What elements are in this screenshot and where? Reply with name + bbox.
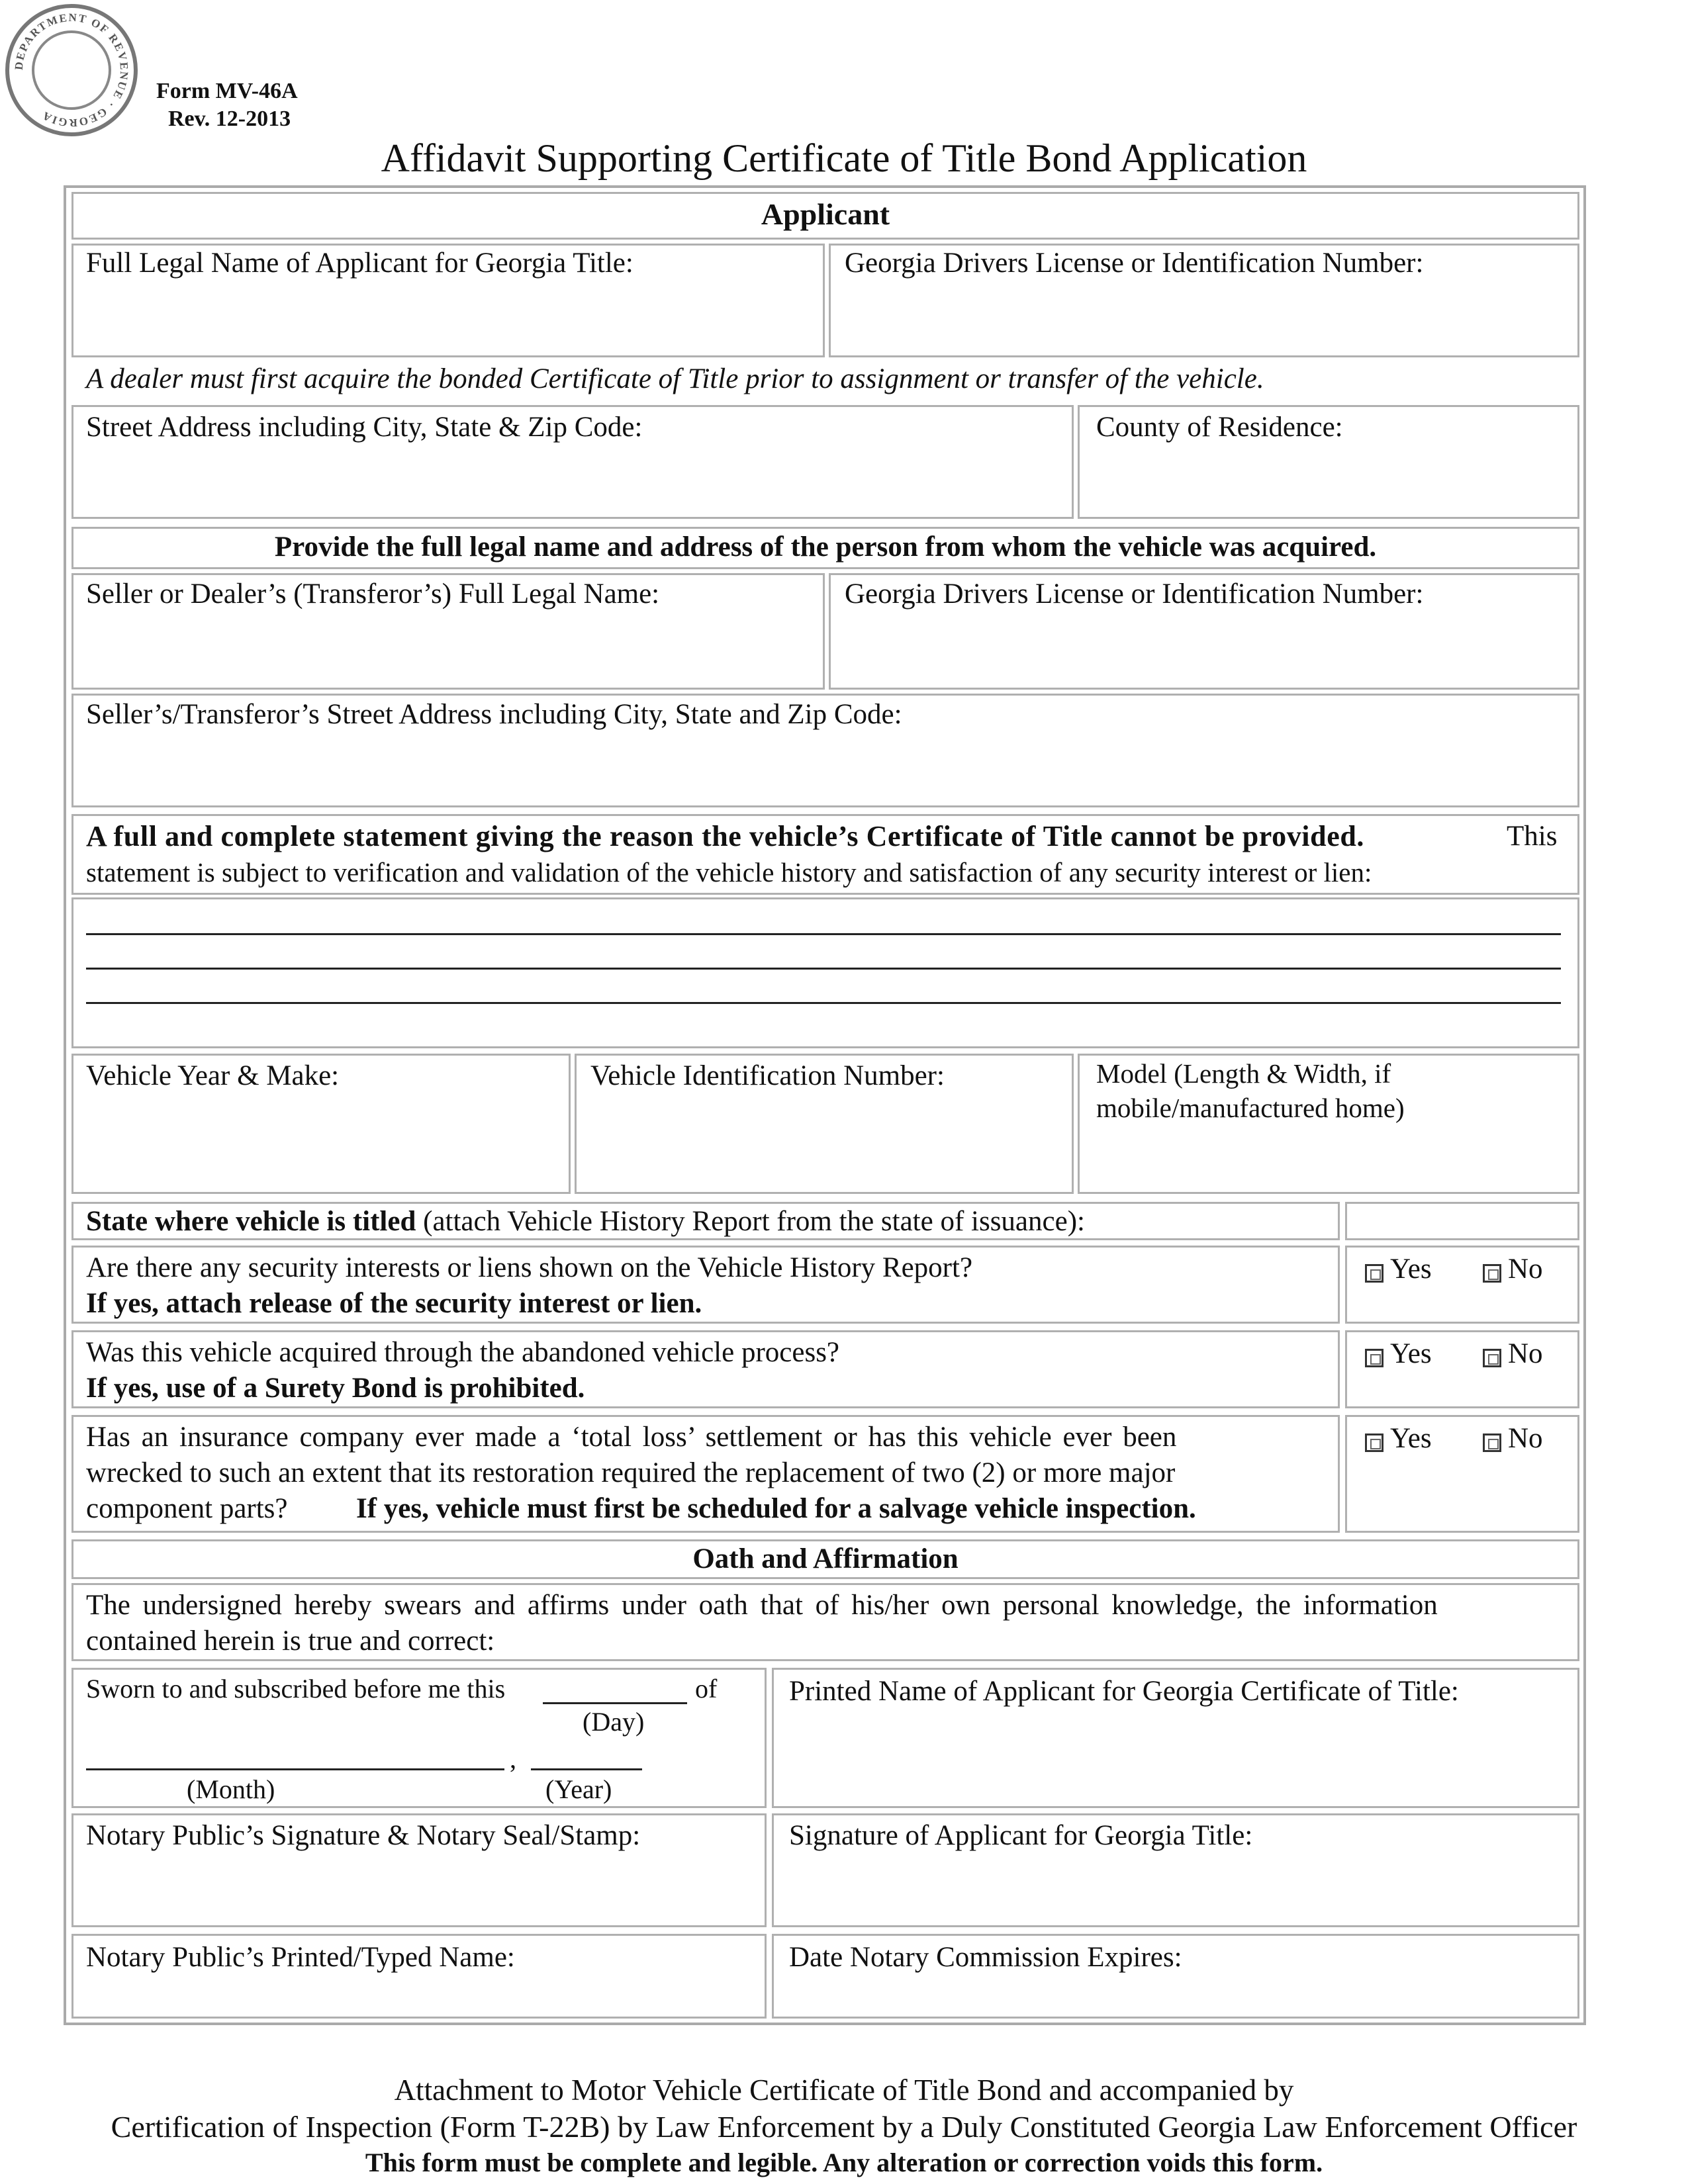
state-titled-label — [86, 1205, 1085, 1239]
q3-yes-checkbox[interactable] — [1365, 1433, 1383, 1452]
commission-expires-label: Date Notary Commission Expires: — [789, 1942, 1182, 1973]
q2-yes-checkbox[interactable] — [1365, 1349, 1383, 1367]
day-blank[interactable] — [543, 1702, 687, 1704]
oath-text-line2: contained herein is true and correct: — [86, 1625, 495, 1657]
sworn-text: Sworn to and subscribed before me this — [86, 1674, 506, 1704]
county-label: County of Residence: — [1096, 412, 1343, 443]
day-caption: (Day) — [583, 1707, 645, 1737]
dealer-note: A dealer must first acquire the bonded Certificate of Title prior to assignment or transfer of the vehicle. — [86, 363, 1264, 394]
footer-line3: This form must be complete and legible. Any alteration or correction voids this form. — [365, 2148, 1323, 2177]
q2-no-label: No — [1508, 1338, 1543, 1369]
oath-text-line1: The undersigned hereby swears and affirms under oath that of his/her own personal knowledge, the information — [86, 1590, 1438, 1621]
applicant-name-label: Full Legal Name of Applicant for Georgia Title: — [86, 248, 633, 279]
state-titled-bold: State where vehicle is titled — [86, 1206, 416, 1237]
q3-line1: Has an insurance company ever made a ‘total loss’ settlement or has this vehicle ever been — [86, 1422, 1177, 1453]
seller-name-label: Seller or Dealer’s (Transferor’s) Full Legal Name: — [86, 578, 660, 610]
q1-yes-checkbox[interactable] — [1365, 1264, 1383, 1283]
svg-text:DEPARTMENT OF REVENUE · GEORGI: DEPARTMENT OF REVENUE · GEORGIA — [12, 11, 131, 130]
form-number: Form MV-46A — [156, 79, 298, 103]
state-titled-rest: (attach Vehicle History Report from the state of issuance): — [423, 1206, 1085, 1237]
applicant-address-label: Street Address including City, State & Zip Code: — [86, 412, 643, 443]
model-label-line2: mobile/manufactured home) — [1096, 1093, 1405, 1123]
seller-heading: Provide the full legal name and address of the person from whom the vehicle was acquired. — [274, 531, 1377, 563]
sworn-of: of — [695, 1674, 718, 1704]
statement-instruction-this: This — [1507, 821, 1558, 852]
q2-yes-label: Yes — [1390, 1338, 1432, 1369]
model-label-line1: Model (Length & Width, if — [1096, 1058, 1391, 1089]
page-title: Affidavit Supporting Certificate of Title Bond Application — [381, 136, 1307, 180]
applicant-license-label: Georgia Drivers License or Identification Number: — [845, 248, 1424, 279]
q3-answer-cell — [1345, 1415, 1579, 1533]
q3-no-label: No — [1508, 1423, 1543, 1454]
year-caption: (Year) — [545, 1774, 612, 1804]
q3-line3-start: component parts? — [86, 1493, 288, 1524]
statement-instruction-bold: A full and complete statement giving the reason the vehicle’s Certificate of Title cannot be provided. — [86, 820, 1365, 852]
statement-line-3 — [86, 1002, 1561, 1004]
statement-field[interactable] — [71, 897, 1579, 1048]
q3-line2: wrecked to such an extent that its restoration required the replacement of two (2) or more major — [86, 1457, 1176, 1488]
year-blank[interactable] — [531, 1768, 642, 1770]
q1-answer-cell — [1345, 1246, 1579, 1324]
seller-license-label: Georgia Drivers License or Identification Number: — [845, 578, 1424, 610]
seller-address-label: Seller’s/Transferor’s Street Address including City, State and Zip Code: — [86, 699, 902, 730]
q1-yes-label: Yes — [1390, 1253, 1432, 1285]
q3-line3-bold: If yes, vehicle must first be scheduled for a salvage vehicle inspection. — [356, 1493, 1196, 1524]
month-caption: (Month) — [187, 1774, 275, 1804]
state-titled-field[interactable] — [1345, 1202, 1579, 1240]
notary-name-label: Notary Public’s Printed/Typed Name: — [86, 1942, 515, 1973]
year-make-label: Vehicle Year & Make: — [86, 1060, 340, 1091]
q2-line1: Was this vehicle acquired through the abandoned vehicle process? — [86, 1337, 840, 1368]
statement-line-1 — [86, 933, 1561, 935]
q3-no-checkbox[interactable] — [1483, 1433, 1501, 1452]
applicant-heading: Applicant — [761, 197, 890, 231]
q2-no-checkbox[interactable] — [1483, 1349, 1501, 1367]
oath-heading: Oath and Affirmation — [692, 1543, 959, 1574]
vin-label: Vehicle Identification Number: — [590, 1060, 945, 1091]
q2-answer-cell — [1345, 1330, 1579, 1408]
printed-name-label: Printed Name of Applicant for Georgia Certificate of Title: — [789, 1676, 1459, 1707]
q3-yes-label: Yes — [1390, 1423, 1432, 1454]
seal-lettering — [9, 8, 134, 132]
q1-no-label: No — [1508, 1253, 1543, 1285]
q1-no-checkbox[interactable] — [1483, 1264, 1501, 1283]
notary-signature-label: Notary Public’s Signature & Notary Seal/Stamp: — [86, 1820, 641, 1851]
statement-line-2 — [86, 968, 1561, 970]
month-year-comma: , — [510, 1744, 516, 1774]
form-revision: Rev. 12-2013 — [168, 107, 291, 131]
footer-line2: Certification of Inspection (Form T-22B) by Law Enforcement by a Duly Constituted Georgia Law Enforcement Officer — [111, 2110, 1577, 2144]
month-blank[interactable] — [86, 1768, 504, 1770]
q1-line1: Are there any security interests or liens shown on the Vehicle History Report? — [86, 1252, 973, 1283]
q2-line2: If yes, use of a Surety Bond is prohibited. — [86, 1373, 585, 1404]
footer-line1: Attachment to Motor Vehicle Certificate of Title Bond and accompanied by — [394, 2073, 1294, 2107]
department-of-revenue-seal — [5, 4, 138, 136]
q1-line2: If yes, attach release of the security interest or lien. — [86, 1288, 702, 1319]
statement-instruction-line2: statement is subject to verification and validation of the vehicle history and satisfaction of any security interest or lien: — [86, 857, 1372, 887]
applicant-signature-label: Signature of Applicant for Georgia Title: — [789, 1820, 1253, 1851]
